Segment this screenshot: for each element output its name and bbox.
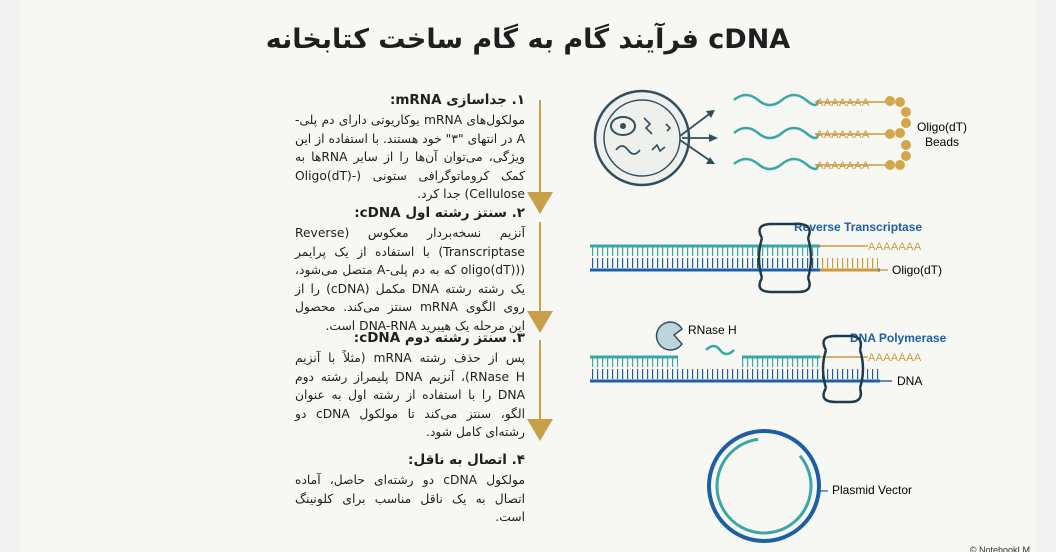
step-2-body: آنزیم نسخه‌بردار معکوس (Reverse Transcriptase) با استفاده از یک پرایمر ((oligo(dT) که به دم پلی-A متصل می‌شود، یک رشته رشته DNA مکمل (cDNA) را از روی الگوی mRNA سنتز می‌کند. محصول این مرحله یک هیبرید DNA-RNA است. [295, 226, 526, 333]
oligo-dt-beads [885, 96, 911, 170]
step-1-body: مولکول‌های mRNA یوکاریوتی دارای دم پلی-A در انتهای "۳" خود هستند. با استفاده از این ویژگی، می‌توان آن‌ها را از سایر RNAها به کمک کروماتوگرافی ستونی (Oligo(dT)-Cellulose) جدا کرد. [295, 113, 525, 201]
credit-text: © NotebookLM [969, 545, 1030, 552]
beads-label-2: Beads [924, 135, 960, 149]
beads-label: Oligo(dT) [916, 120, 968, 134]
degraded-mrna-strand [590, 346, 922, 367]
diagram-graphics [20, 0, 1036, 552]
plasmid-vector-label: Plasmid Vector [832, 483, 913, 497]
polya-label-5: AAAAAAA [868, 352, 922, 364]
cell-icon [595, 91, 689, 185]
plasmid-vector-icon [698, 420, 830, 552]
step-1-heading: ۱. جداسازی mRNA: [389, 92, 525, 108]
rnase-h-enzyme [657, 322, 682, 350]
dna-label: DNA [897, 374, 923, 388]
process-arrow-2 [527, 222, 553, 333]
polya-label-2: AAAAAAA [816, 129, 870, 141]
dna-polymerase-label: DNA Polymerase [850, 331, 947, 345]
dna-second-strand [590, 369, 880, 381]
step-3-body: پس از حذف رشته mRNA (مثلاً با آنزیم RNase H)، آنزیم DNA پلیمراز رشته دوم DNA را با استفاده از رشته اول به عنوان الگو، سنتز می‌کند تا مولکول cDNA دو رشته‌ای کامل شود. [295, 351, 526, 439]
oligo-dt-label: Oligo(dT) [892, 263, 943, 277]
mrna-strand-2 [734, 128, 888, 141]
process-arrow-3 [527, 340, 553, 441]
polya-label-1: AAAAAAA [816, 97, 870, 109]
step-2-heading: ۲. سنتز رشته اول cDNA: [354, 205, 525, 221]
step-4-body: مولکول cDNA دو رشته‌ای حاصل، آماده اتصال به یک ناقل مناسب برای کلونینگ است. [295, 473, 525, 524]
mrna-strand-3 [734, 159, 888, 172]
step-4-heading: ۴. اتصال به ناقل: [408, 452, 525, 468]
page-title: فرآیند گام به گام ساخت کتابخانه cDNA [265, 24, 791, 55]
step-3-heading: ۳. سنتز رشته دوم cDNA: [353, 330, 525, 346]
reverse-transcriptase-label: Reverse Transcriptase [794, 220, 923, 234]
mrna-strand-1 [734, 95, 888, 109]
cdna-first-strand [590, 258, 880, 270]
infographic [20, 0, 1036, 552]
rnase-h-label: RNase H [688, 323, 737, 337]
mrna-template-strand [590, 241, 922, 256]
process-arrow-1 [527, 100, 553, 214]
polya-label-3: AAAAAAA [816, 160, 870, 172]
polya-label-4: AAAAAAA [868, 241, 922, 253]
